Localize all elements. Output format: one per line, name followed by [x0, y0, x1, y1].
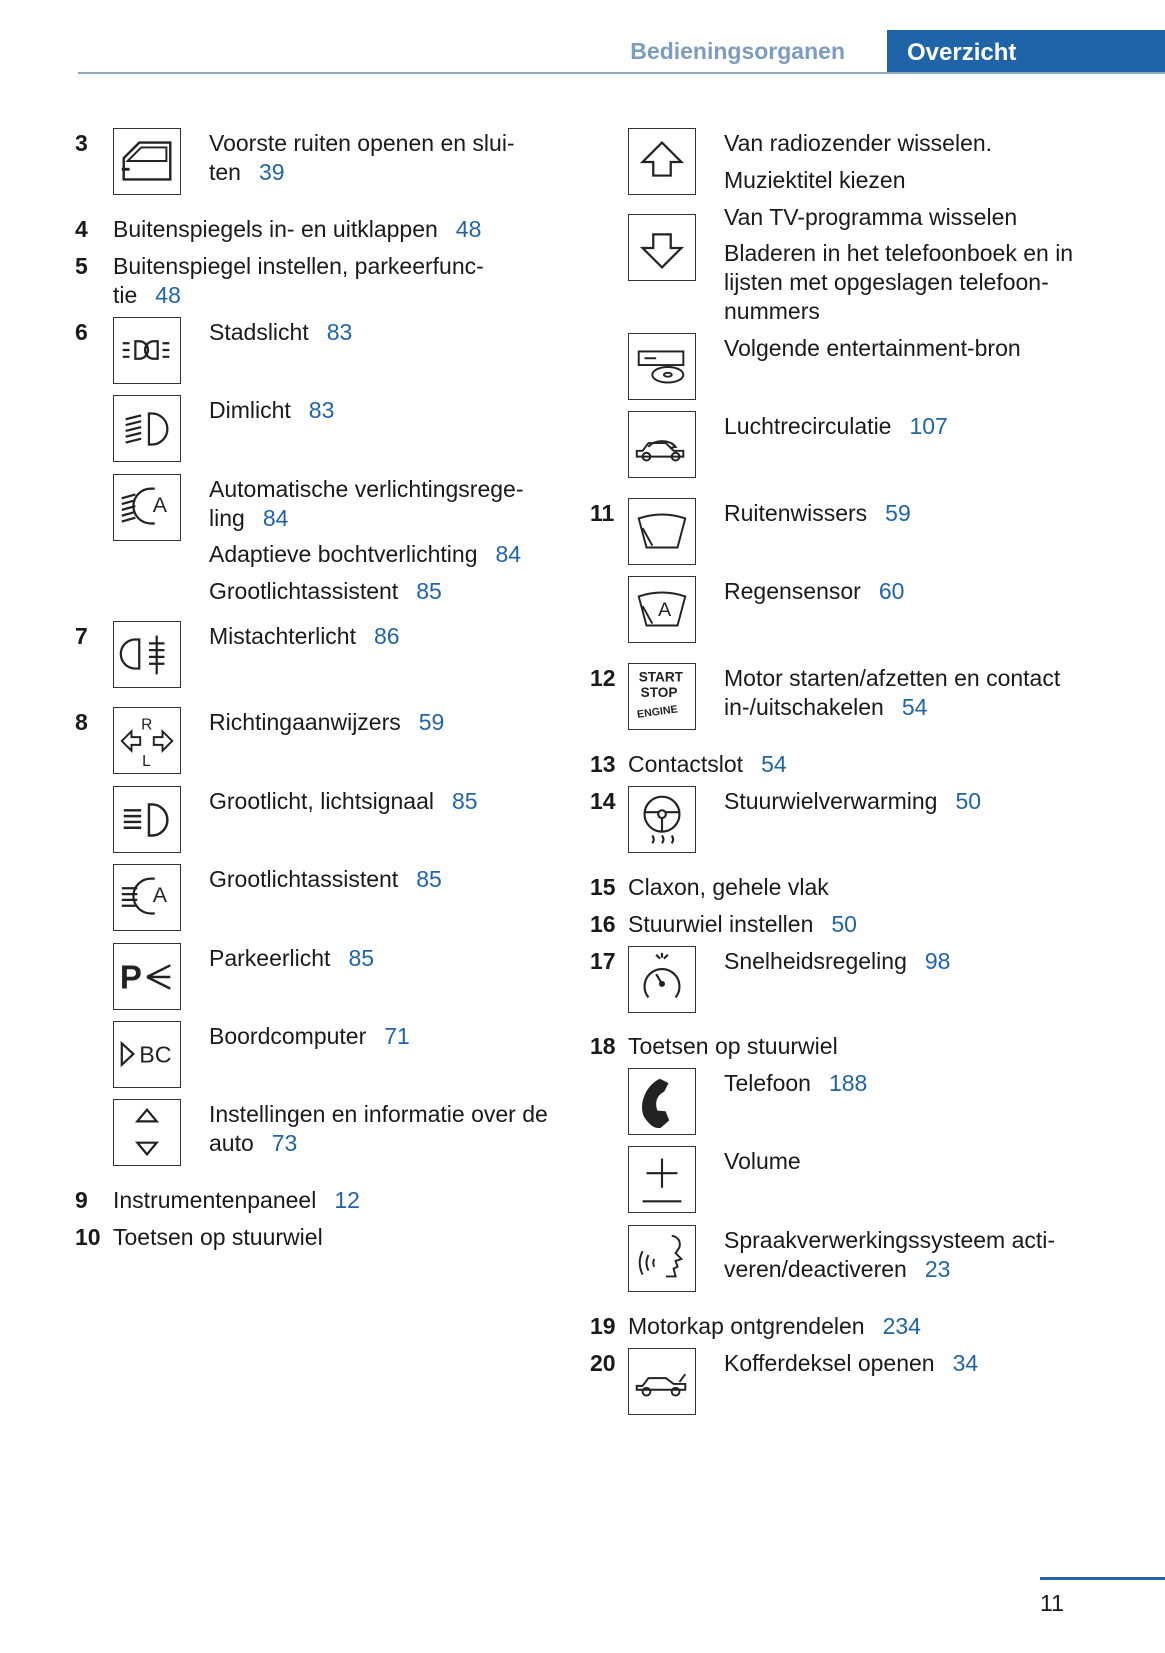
- item-number: 7: [75, 623, 88, 649]
- item-label: Grootlichtassistent 85: [209, 578, 442, 604]
- start-stop-button-icon: [628, 663, 696, 730]
- svg-text:BC: BC: [139, 1041, 172, 1068]
- footer-rule: [1040, 1577, 1165, 1580]
- page-link[interactable]: 59: [885, 500, 911, 526]
- item-label: Stuurwielverwarming 50: [724, 788, 982, 814]
- page-link[interactable]: 71: [384, 1023, 410, 1049]
- auto-light-icon: [113, 474, 181, 541]
- page-link[interactable]: 188: [828, 1070, 868, 1096]
- page-link[interactable]: 84: [262, 505, 289, 531]
- item-number: 19: [590, 1313, 616, 1339]
- item-label: ling 84: [209, 505, 289, 531]
- svg-text:ENGINE: ENGINE: [636, 703, 679, 721]
- item-label: Toetsen op stuurwiel: [113, 1224, 323, 1250]
- item-number: 20: [590, 1350, 616, 1376]
- item-label: Claxon, gehele vlak: [628, 874, 829, 900]
- svg-text:START: START: [638, 669, 683, 685]
- page-link[interactable]: 84: [495, 541, 522, 567]
- page-link[interactable]: 12: [334, 1187, 360, 1213]
- item-label: Van radiozender wisselen.: [724, 130, 993, 156]
- item-number: 9: [75, 1187, 88, 1213]
- item-label: nummers: [724, 298, 820, 324]
- page-link[interactable]: 59: [418, 709, 445, 735]
- svg-text:L: L: [142, 753, 151, 771]
- page-link[interactable]: 85: [348, 945, 375, 971]
- item-label: Automatische verlichtingsrege-: [209, 476, 524, 502]
- item-number: 10: [75, 1224, 101, 1250]
- page-link[interactable]: 60: [878, 578, 905, 604]
- item-label: Buitenspiegel instellen, parkeerfunc-: [113, 253, 484, 279]
- high-beam-assist-icon: [113, 864, 181, 931]
- item-label: Contactslot 54: [628, 751, 787, 777]
- up-down-arrows-icon: [113, 1099, 181, 1166]
- page-link[interactable]: 85: [452, 788, 478, 814]
- media-source-icon: [628, 333, 696, 400]
- item-label: Dimlicht 83: [209, 397, 335, 423]
- page-link[interactable]: 48: [155, 282, 181, 308]
- item-number: 4: [75, 216, 88, 242]
- item-label: tie 48: [113, 282, 181, 308]
- item-label: Buitenspiegels in- en uitklappen 48: [113, 216, 482, 242]
- item-label: veren/deactiveren 23: [724, 1256, 951, 1282]
- trunk-open-icon: [628, 1348, 696, 1415]
- item-label: lijsten met opgeslagen telefoon-: [724, 269, 1049, 295]
- page-link[interactable]: 83: [308, 397, 335, 423]
- item-label: Snelheidsregeling 98: [724, 948, 951, 974]
- page-link[interactable]: 50: [955, 788, 982, 814]
- page-link[interactable]: 98: [924, 948, 951, 974]
- page-link[interactable]: 86: [373, 623, 400, 649]
- item-label: Kofferdeksel openen 34: [724, 1350, 979, 1376]
- item-label: Ruitenwissers 59: [724, 500, 911, 526]
- item-label: Voorste ruiten openen en slui-: [209, 130, 515, 156]
- svg-text:A: A: [658, 598, 672, 621]
- item-number: 15: [590, 874, 616, 900]
- tab-overzicht[interactable]: Overzicht: [887, 30, 1165, 74]
- page-link[interactable]: 73: [271, 1130, 298, 1156]
- svg-text:R: R: [141, 716, 153, 734]
- item-label: Motorkap ontgrendelen 234: [628, 1313, 921, 1339]
- page-link[interactable]: 107: [909, 413, 948, 439]
- item-label: Volume: [724, 1148, 801, 1174]
- item-label: Mistachterlicht 86: [209, 623, 400, 649]
- item-label: Van TV-programma wisselen: [724, 204, 1018, 230]
- item-label: ten 39: [209, 159, 285, 185]
- page-link[interactable]: 50: [831, 911, 857, 937]
- svg-text:P: P: [119, 958, 142, 996]
- item-label: Bladeren in het telefoonboek en in: [724, 240, 1074, 266]
- item-number: 16: [590, 911, 616, 937]
- arrow-up-icon: [628, 128, 696, 195]
- arrow-down-icon: [628, 214, 696, 281]
- item-number: 8: [75, 709, 88, 735]
- item-label: Stuurwiel instellen 50: [628, 911, 857, 937]
- item-label: Toetsen op stuurwiel: [628, 1033, 838, 1059]
- item-label: Luchtrecirculatie 107: [724, 413, 948, 439]
- item-label: Volgende entertainment-bron: [724, 335, 1021, 361]
- item-label: Instellingen en informatie over de: [209, 1101, 548, 1127]
- page-link[interactable]: 54: [761, 751, 787, 777]
- item-number: 14: [590, 788, 616, 814]
- window-icon: [113, 128, 181, 195]
- item-number: 12: [590, 665, 616, 691]
- item-label: Parkeerlicht 85: [209, 945, 375, 971]
- item-label: Muziektitel kiezen: [724, 167, 906, 193]
- volume-icon: [628, 1146, 696, 1213]
- parking-light-icon: [113, 317, 181, 384]
- svg-text:A: A: [152, 492, 168, 517]
- item-label: Grootlichtassistent 85: [209, 866, 442, 892]
- page-link[interactable]: 48: [455, 216, 482, 242]
- item-number: 3: [75, 130, 88, 156]
- turn-signal-icon: [113, 707, 181, 774]
- voice-control-icon: [628, 1225, 696, 1292]
- item-label: Stadslicht 83: [209, 319, 353, 345]
- page-link[interactable]: 83: [326, 319, 353, 345]
- rear-fog-light-icon: [113, 621, 181, 688]
- item-number: 6: [75, 319, 88, 345]
- item-label: Regensensor 60: [724, 578, 905, 604]
- steering-wheel-heating-icon: [628, 786, 696, 853]
- page-link[interactable]: 85: [416, 578, 442, 604]
- page-link[interactable]: 85: [416, 866, 442, 892]
- page-link[interactable]: 54: [901, 694, 928, 720]
- item-label: Richtingaanwijzers 59: [209, 709, 445, 735]
- item-number: 18: [590, 1033, 616, 1059]
- item-number: 13: [590, 751, 616, 777]
- item-label: auto 73: [209, 1130, 298, 1156]
- item-label: Adaptieve bochtverlichting 84: [209, 541, 522, 567]
- item-number: 17: [590, 948, 616, 974]
- item-label: Spraakverwerkingssysteem acti-: [724, 1227, 1056, 1253]
- air-recirculation-icon: [628, 411, 696, 478]
- page-link[interactable]: 34: [952, 1350, 979, 1376]
- item-label: Telefoon 188: [724, 1070, 868, 1096]
- header-rule: [78, 72, 1165, 74]
- page-number: 11: [1040, 1590, 1064, 1616]
- board-computer-icon: [113, 1021, 181, 1088]
- item-label: in-/uitschakelen 54: [724, 694, 928, 720]
- high-beam-icon: [113, 786, 181, 853]
- item-label: Instrumentenpaneel 12: [113, 1187, 360, 1213]
- svg-text:STOP: STOP: [640, 684, 678, 700]
- page-link[interactable]: 23: [924, 1256, 951, 1282]
- cruise-control-icon: [628, 946, 696, 1013]
- page-link[interactable]: 39: [258, 159, 285, 185]
- item-label: Motor starten/afzetten en contact: [724, 665, 1061, 691]
- rain-sensor-icon: [628, 576, 696, 643]
- parking-light-p-icon: [113, 943, 181, 1010]
- item-number: 5: [75, 253, 88, 279]
- phone-icon: [628, 1068, 696, 1135]
- page-link[interactable]: 234: [882, 1313, 921, 1339]
- item-label: Grootlicht, lichtsignaal 85: [209, 788, 478, 814]
- low-beam-icon: [113, 395, 181, 462]
- item-number: 11: [590, 500, 615, 526]
- item-label: Boordcomputer 71: [209, 1023, 410, 1049]
- section-title: Bedieningsorganen: [630, 38, 845, 64]
- wiper-icon: [628, 498, 696, 565]
- svg-text:A: A: [152, 882, 168, 907]
